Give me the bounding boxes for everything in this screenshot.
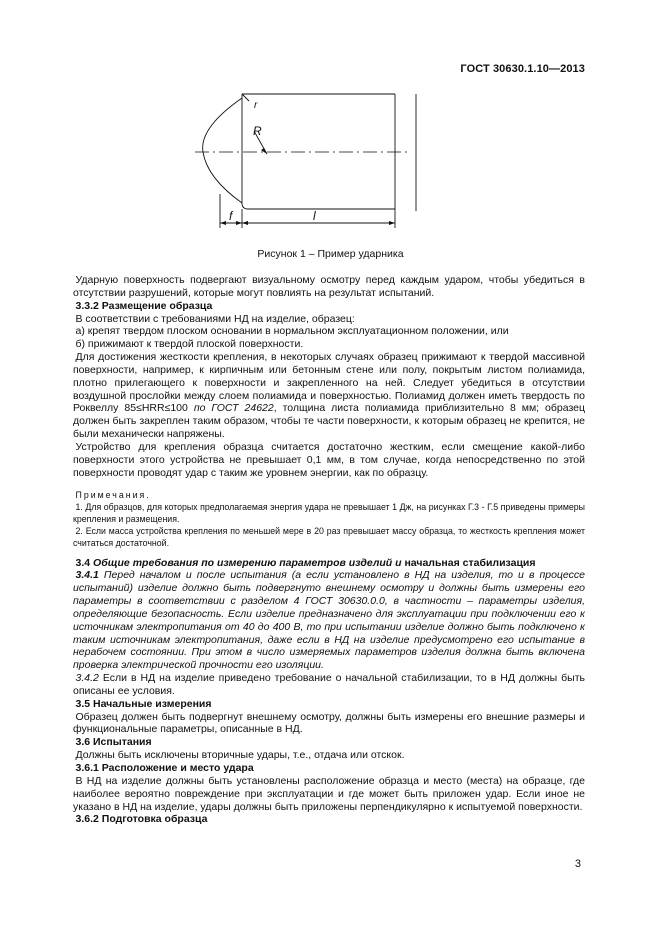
paragraph-3-6: Должны быть исключены вторичные удары, т.е., отдача или отскок. bbox=[75, 749, 405, 762]
label-f: f bbox=[229, 209, 233, 223]
paragraph-fixture-stiffness: Устройство для крепления образца считается достаточно жестким, если смещение какой-либо поверхности этого устройства не превышает 0,1 мм, в том случае, когда непосредственно по этой поверхности проводят удар с таким же уровнем энергии, как по образцу. bbox=[73, 440, 585, 479]
mounting-text-tail: , толщина листа полиамида приблизительно 8 мм; образец должен быть закреплен таким образом, чтобы те части поверхности, к которым образец не крепится, не были механически напряжены. bbox=[73, 402, 585, 441]
paragraph-requirements: В соответствии с требованиями НД на изделие, образец: bbox=[75, 312, 355, 325]
clause-3-4-2-text: Если в НД на изделие приведено требование о начальной стабилизации, то в НД должны быть описаны ее условия. bbox=[73, 672, 585, 697]
standard-reference: по ГОСТ 24622 bbox=[193, 402, 274, 415]
hardness-range: 85≤HRR≤100 bbox=[124, 402, 188, 415]
heading-3-5: 3.5 Начальные измерения bbox=[75, 697, 212, 710]
note-1: 1. Для образцов, для которых предполагаемая энергия удара не превышает 1 Дж, на рисунках Г.3 - Г.5 приведены примеры крепления и размещения. bbox=[73, 501, 585, 524]
page-number: 3 bbox=[574, 858, 581, 870]
paragraph-striker-inspection: Ударную поверхность подвергают визуальному осмотру перед каждым ударом, чтобы убедиться в отсутствии разрушений, которые могут повлиять на результат испытаний. bbox=[73, 274, 585, 299]
heading-3-4 bbox=[73, 557, 585, 570]
paragraph-3-6-1: В НД на изделие должны быть установлены расположение образца и место (места) на образце, где наиболее вероятно повреждение при эксплуатации и где может быть приложен удар. Если иное не указано в НД на изделие, удары должны быть приложены перпендикулярно к испытуемой поверхности. bbox=[73, 774, 585, 813]
document-body bbox=[73, 274, 585, 826]
heading-3-4-rest: начальная стабилизация bbox=[404, 556, 536, 569]
striker-spherical-face bbox=[203, 98, 242, 203]
paragraph-3-5: Образец должен быть подвергнут внешнему осмотру, должны быть измерены его внешние размеры и функциональные параметры, описанные в НД. bbox=[73, 710, 585, 736]
list-item-a: а) крепят твердом плоском основании в нормальном эксплуатационном положении, или bbox=[75, 325, 509, 338]
notes-title: Примечания. bbox=[75, 489, 151, 500]
paragraph-3-4-1 bbox=[73, 569, 585, 672]
clause-3-4-1-number: 3.4.1 bbox=[75, 569, 99, 582]
document-code: ГОСТ 30630.1.10—2013 bbox=[460, 63, 585, 75]
list-item-b: б) прижимают к твердой плоской поверхности. bbox=[75, 338, 304, 351]
paragraph-mounting-rigidity bbox=[73, 351, 585, 441]
striker-figure bbox=[195, 88, 435, 238]
radius-r-leader bbox=[242, 94, 249, 101]
clause-3-4-2-number: 3.4.2 bbox=[75, 672, 99, 685]
heading-3-4-number: 3.4 bbox=[75, 556, 91, 569]
paragraph-3-4-2 bbox=[73, 672, 585, 698]
note-2: 2. Если масса устройства крепления по меньшей мере в 20 раз превышает массу образца, то жесткость крепления может считаться достаточной. bbox=[73, 525, 585, 548]
heading-3-6: 3.6 Испытания bbox=[75, 736, 152, 749]
clause-3-4-1-text: Перед началом и после испытания (а если установлено в НД на изделия, то и в процессе испытаний) изделие должно быть подвергнуто внешнему осмотру и должны быть измерены его параметры в соответствии с разделом 4 ГОСТ 30630.0.0, в частности – параметры изделия, определяющие безопасность. Если изделие предназначено для эксплуатации при подключении его к источникам электропитания от 40 до 400 В, то при испытании изделие должно быть подключено к таким источникам электропитания, даже если в НД на изделие предусмотрено его испытание в нерабочем состоянии. При этом в число измеряемых параметров изделия должна быть включена проверка электрической прочности его изоляции. bbox=[73, 569, 585, 672]
label-R: R bbox=[253, 124, 262, 138]
heading-3-6-2: 3.6.2 Подготовка образца bbox=[75, 813, 208, 826]
label-l: l bbox=[313, 209, 316, 223]
mounting-text: Для достижения жесткости крепления, в некоторых случаях образец прижимают к твердой массивной поверхности, например, к кирпичным или бетонным стене или полу, покрытым листом полиамида, плотно прилегающего к поверхности и закрепленного на ней. Следует убедиться в отсутствии воздушной прослойки между слоем полиамида и поверхностью. Полиамид должен иметь твердость по Роквеллу bbox=[73, 351, 585, 415]
label-r: r bbox=[254, 100, 258, 111]
striker-corner-radius bbox=[242, 203, 248, 209]
heading-3-6-1: 3.6.1 Расположение и место удара bbox=[75, 762, 254, 774]
heading-3-3-2: 3.3.2 Размещение образца bbox=[75, 299, 213, 312]
heading-3-4-italic: Общие требования по измерению параметров изделий и bbox=[93, 556, 402, 569]
figure-caption: Рисунок 1 – Пример ударника bbox=[257, 248, 404, 260]
